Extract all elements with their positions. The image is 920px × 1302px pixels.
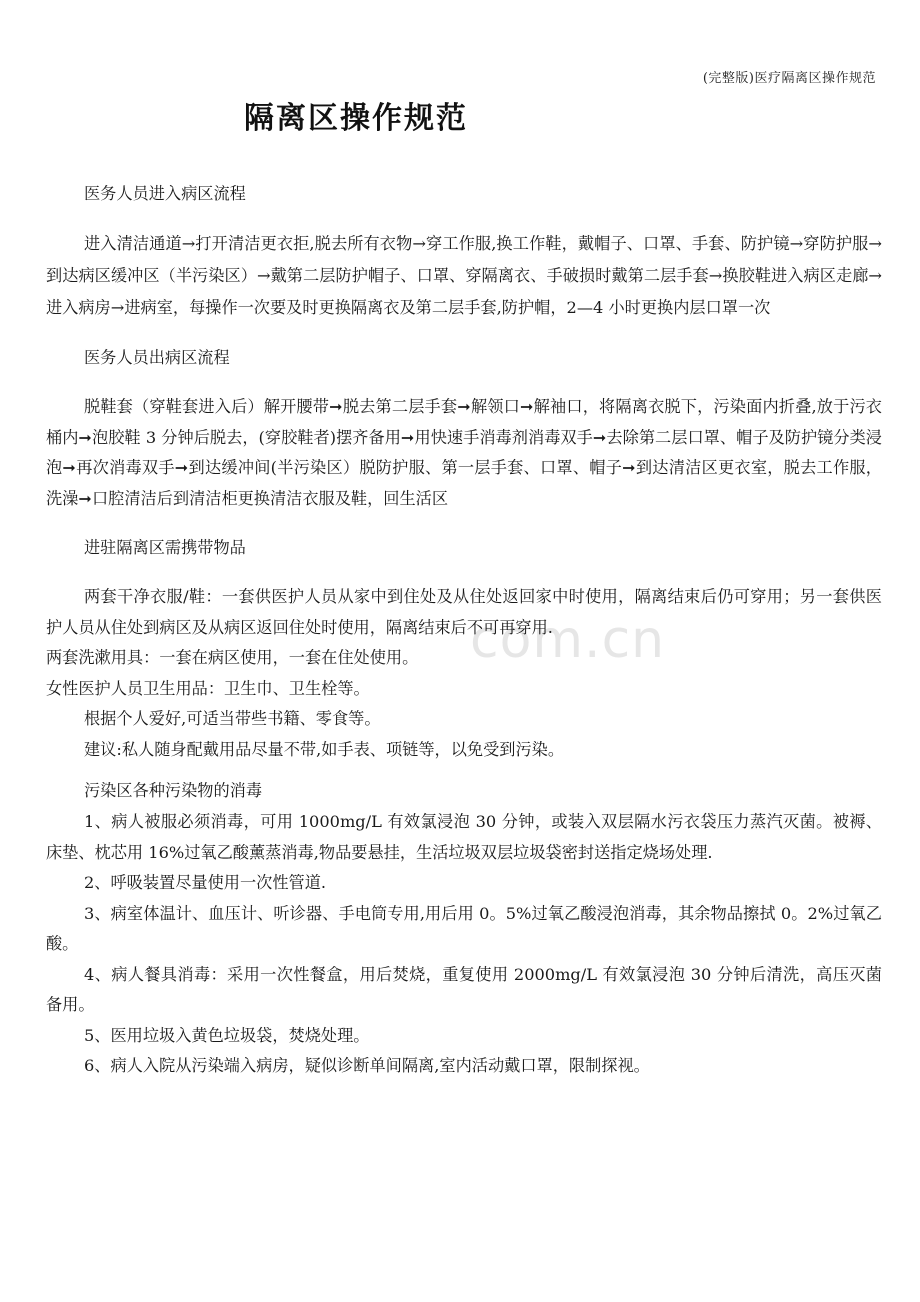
disinfect-item: 3、病室体温计、血压计、听诊器、手电筒专用,用后用 0。5%过氧乙酸浸泡消毒，其余物品擦拭 0。2%过氧乙酸。 — [46, 903, 882, 953]
header-note: (完整版)医疗隔离区操作规范 — [702, 71, 876, 86]
watermark: com.cn — [470, 610, 666, 670]
section-enter-heading: 医务人员进入病区流程 — [84, 184, 246, 203]
items-toiletries: 两套洗漱用具：一套在病区使用，一套在住处使用。 — [46, 648, 419, 667]
items-hygiene: 女性医护人员卫生用品：卫生巾、卫生栓等。 — [46, 678, 370, 698]
page-title: 隔离区操作规范 — [244, 101, 468, 136]
disinfect-item: 6、病人入院从污染端入病房，疑似诊断单间隔离,室内活动戴口罩，限制探视。 — [84, 1056, 650, 1075]
disinfect-item: 5、医用垃圾入黄色垃圾袋，焚烧处理。 — [84, 1025, 370, 1045]
section-items-heading: 进驻隔离区需携带物品 — [84, 538, 246, 557]
section-disinfect-heading: 污染区各种污染物的消毒 — [84, 781, 263, 800]
disinfect-item: 1、病人被服必须消毒，可用 1000mg/L 有效氯浸泡 30 分钟，或装入双层隔水污衣袋压力蒸汽灭菌。被褥、床垫、枕芯用 16%过氧乙酸薰蒸消毒,物品要悬挂，生活垃圾双层垃圾袋密封送指定烧场处理. — [46, 812, 882, 862]
section-exit-body: 脱鞋套（穿鞋套进入后）解开腰带➞脱去第二层手套➞解领口➞解袖口，将隔离衣脱下，污染面内折叠,放于污衣桶内➞泡胶鞋 3 分钟后脱去，(穿胶鞋者)摆齐备用➞用快速手消毒剂消毒双手➞去除第二层口罩、帽子及防护镜分类浸泡➞再次消毒双手➞到达缓冲间(半污染区）脱防护服、第一层手套、口罩、帽子➞到达清洁区更衣室，脱去工作服，洗澡➞口腔清洁后到清洁柜更换清洁衣服及鞋，回生活区 — [46, 397, 882, 508]
items-advice: 建议:私人随身配戴用品尽量不带,如手表、项链等，以免受到污染。 — [84, 739, 565, 759]
disinfect-item: 2、呼吸装置尽量使用一次性管道. — [84, 873, 327, 892]
disinfect-item: 4、病人餐具消毒：采用一次性餐盒，用后焚烧，重复使用 2000mg/L 有效氯浸泡 30 分钟后清洗，高压灭菌备用。 — [46, 964, 882, 1014]
items-books: 根据个人爱好,可适当带些书籍、零食等。 — [84, 709, 381, 728]
document-body — [46, 178, 882, 1082]
section-exit-heading: 医务人员出病区流程 — [84, 348, 230, 367]
items-clothing: 两套干净衣服/鞋：一套供医护人员从家中到住处及从住处返回家中时使用，隔离结束后仍可穿用；另一套供医护人员从住处到病区及从病区返回住处时使用，隔离结束后不可再穿用. — [46, 587, 882, 637]
section-enter-body: 进入清洁通道→打开清洁更衣拒,脱去所有衣物→穿工作服,换工作鞋，戴帽子、口罩、手套、防护镜→穿防护服→到达病区缓冲区（半污染区）→戴第二层防护帽子、口罩、穿隔离衣、手破损时戴第二层手套→换胶鞋进入病区走廊→进入病房→进病室，每操作一次要及时更换隔离衣及第二层手套,防护帽，2—4 小时更换内层口罩一次 — [46, 234, 882, 317]
